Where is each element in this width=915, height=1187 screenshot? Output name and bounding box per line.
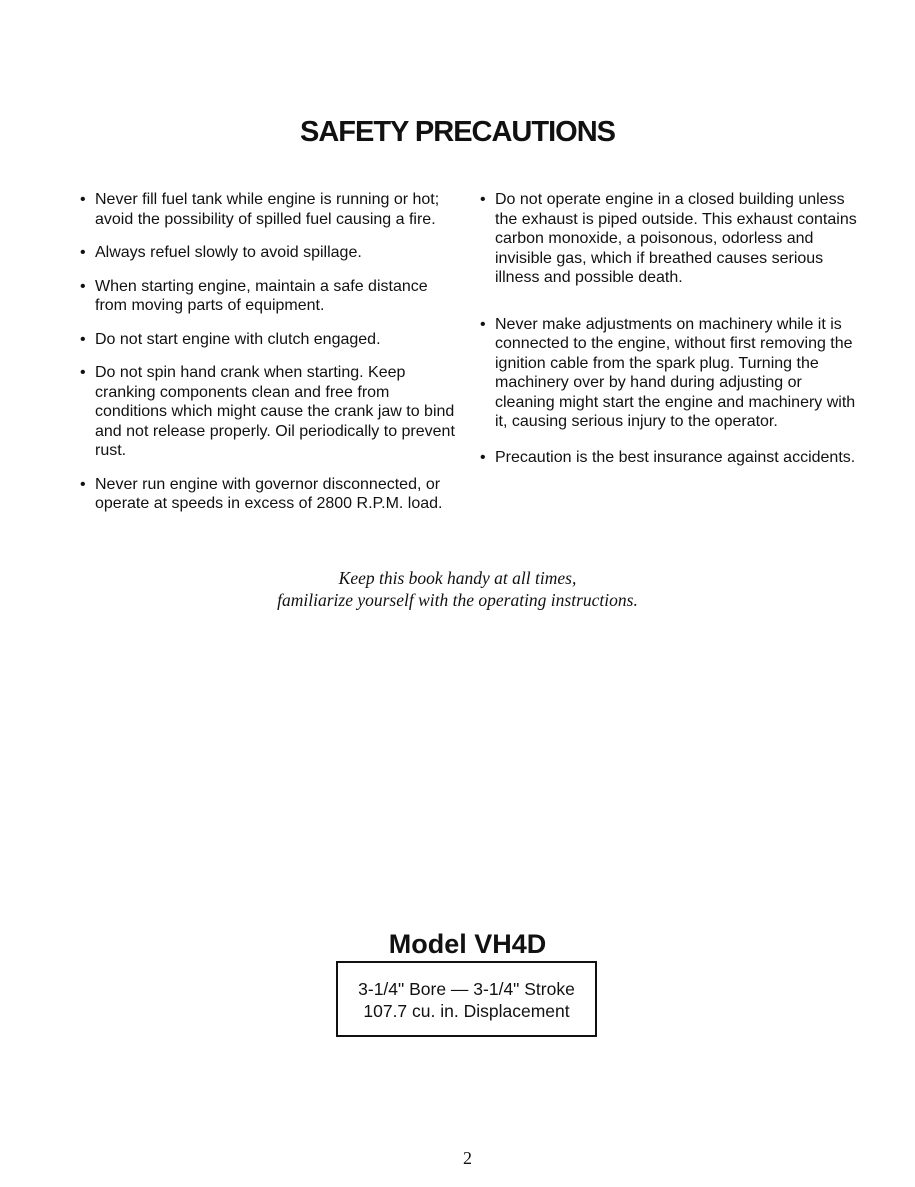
notice-line: familiarize yourself with the operating instructions.: [277, 590, 638, 610]
spec-box: [336, 961, 597, 1037]
bullet-icon: •: [480, 191, 486, 208]
list-item: [80, 475, 460, 514]
list-item: [480, 448, 865, 468]
bullet-icon: •: [80, 244, 86, 261]
list-item-text: Never fill fuel tank while engine is running or hot; avoid the possibility of spilled fuel causing a fire.: [95, 191, 440, 228]
list-item-text: Do not start engine with clutch engaged.: [95, 330, 381, 348]
list-item-text: Do not spin hand crank when starting. Keep cranking components clean and free from conditions which might cause the crank jaw to bind and not release properly. Oil periodically to prevent rust.: [95, 364, 455, 459]
bullet-icon: •: [80, 364, 86, 381]
list-item-text: Precaution is the best insurance against accidents.: [495, 448, 856, 466]
list-item-text: Always refuel slowly to avoid spillage.: [95, 244, 362, 261]
precautions-list-right: [480, 190, 865, 467]
right-column: [480, 190, 865, 467]
bullet-icon: •: [80, 330, 86, 348]
bullet-icon: •: [480, 448, 486, 466]
list-item: [80, 363, 460, 461]
list-item-text: Never run engine with governor disconnected, or operate at speeds in excess of 2800 R.P.M. load.: [95, 475, 443, 512]
list-item: [80, 190, 460, 229]
list-item: [80, 243, 460, 263]
bullet-icon: •: [80, 475, 86, 493]
spec-line-displacement: 107.7 cu. in. Displacement: [363, 1001, 570, 1021]
list-item: [480, 315, 865, 432]
list-item: [480, 190, 865, 288]
spec-line-bore-stroke: 3-1/4" Bore — 3-1/4" Stroke: [358, 979, 575, 999]
notice-text: [0, 567, 915, 611]
page-title: SAFETY PRECAUTIONS: [299, 116, 615, 148]
bullet-icon: •: [480, 315, 486, 333]
page-number: 2: [463, 1148, 472, 1168]
notice-line: Keep this book handy at all times,: [338, 568, 577, 588]
list-item-text: Never make adjustments on machinery while it is connected to the engine, without first removing the ignition cable from the spark plug. Turning the machinery over by hand during adjusting or cleaning might start the engine and machinery with it, causing serious injury to the operator.: [495, 315, 856, 430]
list-item: [80, 277, 460, 316]
list-item-text: When starting engine, maintain a safe distance from moving parts of equipment.: [95, 277, 428, 314]
list-item: [80, 330, 460, 350]
precautions-list-left: [80, 190, 460, 514]
bullet-icon: •: [80, 277, 86, 295]
bullet-icon: •: [80, 191, 86, 208]
list-item-text: Do not operate engine in a closed building unless the exhaust is piped outside. This exhaust contains carbon monoxide, a poisonous, odorless and invisible gas, which if breathed causes serious illness and possible death.: [495, 191, 857, 286]
model-title: Model VH4D: [388, 929, 547, 959]
left-column: [80, 190, 460, 528]
